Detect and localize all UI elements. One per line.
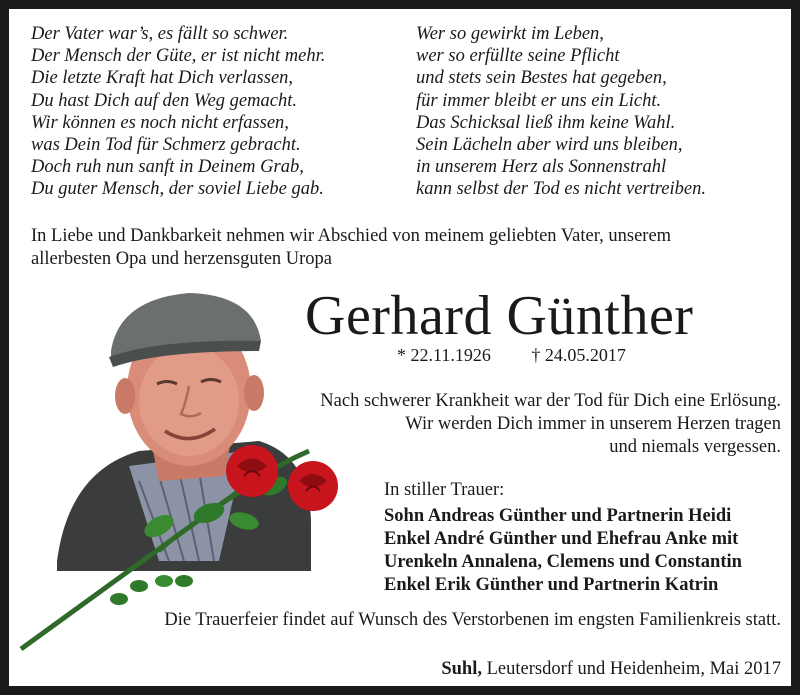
place-and-date [209,658,781,680]
deceased-name: Gerhard Günther [305,285,694,347]
poem-line: was Dein Tod für Schmerz gebracht. [31,135,301,156]
mourner-line: Enkel André Günther und Ehefrau Anke mit [384,529,739,549]
comfort-line: Nach schwerer Krankheit war der Tod für Dich eine Erlösung. [320,391,781,411]
poem-line: Wir können es noch nicht erfassen, [31,112,289,133]
mourner-line: Enkel Erik Günther und Partnerin Katrin [384,575,719,595]
poem-line: Das Schicksal ließ ihm keine Wahl. [416,112,676,133]
place-rest: Leutersdorf und Heidenheim, Mai 2017 [481,659,781,679]
comfort-text [259,390,781,459]
poem-line: für immer bleibt er uns ein Licht. [416,90,662,111]
poem-line: Die letzte Kraft hat Dich verlassen, [31,68,294,89]
poem-line: Der Mensch der Güte, er ist nicht mehr. [31,46,326,67]
poem-line: Du guter Mensch, der soviel Liebe gab. [31,179,324,200]
intro-line: In Liebe und Dankbarkeit nehmen wir Abschied von meinem geliebten Vater, unserem [31,226,672,246]
poem-line: Du hast Dich auf den Weg gemacht. [31,90,297,111]
poem-line: kann selbst der Tod es nicht vertreiben. [416,179,706,200]
poem-line: wer so erfüllte seine Pflicht [416,46,620,67]
mourner-line: Sohn Andreas Günther und Partnerin Heidi [384,506,732,526]
poem-line: und stets sein Bestes hat gegeben, [416,68,667,89]
mourner-line: Urenkeln Annalena, Clemens und Constantin [384,552,742,572]
intro-line: allerbesten Opa und herzensguten Uropa [31,248,333,269]
death-date: † 24.05.2017 [531,345,626,365]
poem-line: Der Vater war’s, es fällt so schwer. [31,24,289,44]
poem-right [416,23,796,201]
poem-line: Wer so gewirkt im Leben, [416,24,604,44]
birth-date: * 22.11.1926 [397,345,491,365]
comfort-line: und niemals vergessen. [609,437,781,457]
poem-line: Sein Lächeln aber wird uns bleiben, [416,135,683,156]
mourners-list [384,505,742,597]
poem-line: in unserem Herz als Sonnenstrahl [416,157,667,178]
mourning-heading: In stiller Trauer: [384,480,505,500]
funeral-notice: Die Trauerfeier findet auf Wunsch des Verstorbenen im engsten Familienkreis statt. [164,610,781,630]
comfort-line: Wir werden Dich immer in unserem Herzen tragen [405,414,781,434]
poem-line: Doch ruh nun sanft in Deinem Grab, [31,157,304,178]
farewell-intro [31,225,791,270]
life-dates [397,344,626,366]
place-town: Suhl, [441,659,482,679]
poem-left [31,23,411,201]
